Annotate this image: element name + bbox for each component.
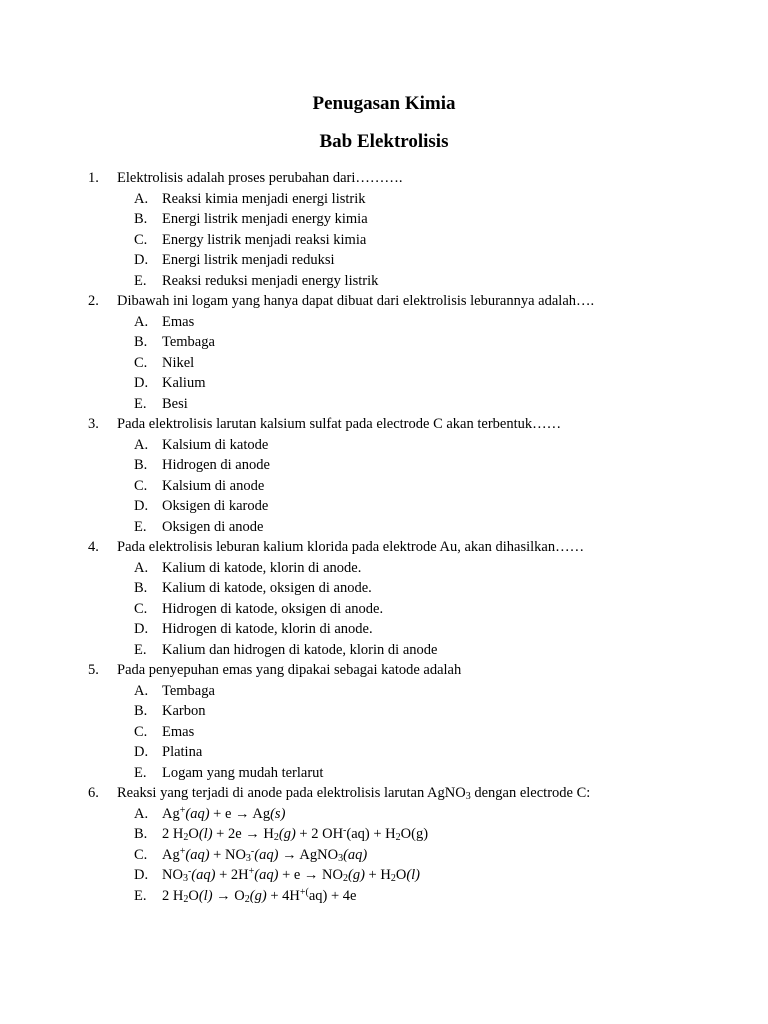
option-a: [88, 681, 728, 702]
option-text: Tembaga: [162, 682, 215, 699]
option-b: [88, 824, 728, 845]
option-letter: E.: [134, 764, 147, 781]
question-text: Pada elektrolisis larutan kalsium sulfat pada electrode C akan terbentuk……: [117, 416, 562, 432]
question-number: 5.: [88, 662, 99, 678]
option-d: [88, 250, 728, 271]
option-letter: A.: [134, 682, 149, 699]
option-list: [88, 189, 728, 292]
option-text: 2 $H_2O(l) + 2e \to H_2(g) + 2$ $OH^-(aq) + H_2O(g)$: [162, 825, 429, 843]
option-letter: B.: [134, 334, 148, 350]
option-letter: E.: [134, 641, 147, 658]
question-text: Elektrolisis adalah proses perubahan dari……….: [117, 170, 403, 186]
option-letter: C.: [134, 477, 148, 494]
option-d: [88, 742, 728, 763]
option-letter: B.: [134, 826, 148, 842]
option-text: Hidrogen di katode, klorin di anode.: [162, 621, 373, 637]
option-c: [88, 722, 728, 743]
option-letter: C.: [134, 354, 148, 371]
option-a: [88, 435, 728, 456]
question-text: Dibawah ini logam yang hanya dapat dibuat dari elektrolisis leburannya adalah….: [117, 293, 595, 309]
document-subtitle: Bab Elektrolisis: [319, 131, 449, 152]
option-list: [88, 435, 728, 538]
question-4: [88, 537, 728, 660]
question-number: 2.: [88, 293, 99, 309]
option-letter: D.: [134, 252, 149, 268]
question-1: [88, 168, 728, 291]
document-title: Penugasan Kimia: [312, 93, 456, 114]
option-letter: C.: [134, 231, 148, 248]
option-text: Logam yang mudah terlarut: [162, 764, 324, 781]
option-b: [88, 455, 728, 476]
option-letter: E.: [134, 272, 147, 289]
option-text: Nikel: [162, 354, 195, 371]
option-letter: A.: [134, 805, 149, 822]
option-letter: E.: [134, 518, 147, 535]
question-2: [88, 291, 728, 414]
option-letter: A.: [134, 313, 149, 330]
option-b: [88, 701, 728, 722]
option-d: [88, 373, 728, 394]
option-e: [88, 271, 728, 292]
question-number: 1.: [88, 170, 99, 186]
option-letter: D.: [134, 867, 149, 883]
option-list: [88, 681, 728, 784]
option-text: Kalium di katode, oksigen di anode.: [162, 580, 372, 596]
option-letter: A.: [134, 559, 149, 576]
question-number: 4.: [88, 539, 99, 555]
option-letter: D.: [134, 498, 149, 514]
option-a: [88, 189, 728, 210]
option-letter: C.: [134, 600, 148, 617]
option-text: Besi: [162, 395, 188, 412]
option-letter: D.: [134, 744, 149, 760]
question-text: Pada penyepuhan emas yang dipakai sebagai katode adalah: [117, 662, 462, 678]
question-text: Reaksi yang terjadi di anode pada elektrolisis larutan AgNO$_3$ dengan electrode C:: [117, 785, 591, 802]
option-text: Kalium: [162, 375, 206, 391]
option-text: Kalsium di katode: [162, 436, 269, 453]
option-text: $NO_3^-(aq) + 2H^+(aq) + e \to NO_2(g) + H_2O(l)$: [162, 866, 420, 884]
option-letter: B.: [134, 457, 148, 473]
option-c: [88, 230, 728, 251]
option-b: [88, 332, 728, 353]
option-list: [88, 558, 728, 661]
option-letter: B.: [134, 580, 148, 596]
option-text: 2 $H_2O(l) \to O_2(g) + 4H^{+(}aq) + 4e$: [162, 886, 357, 905]
option-text: Reaksi kimia menjadi energi listrik: [162, 190, 366, 207]
option-letter: A.: [134, 436, 149, 453]
question-5: [88, 660, 728, 783]
option-text: Emas: [162, 313, 195, 330]
option-letter: B.: [134, 703, 148, 719]
option-e: [88, 394, 728, 415]
option-e: [88, 517, 728, 538]
option-text: Tembaga: [162, 334, 215, 350]
option-letter: D.: [134, 621, 149, 637]
option-e: [88, 763, 728, 784]
option-text: Kalsium di anode: [162, 477, 265, 494]
option-text: Platina: [162, 744, 203, 760]
option-text: Emas: [162, 723, 195, 740]
option-d: [88, 496, 728, 517]
question-text: Pada elektrolisis leburan kalium klorida pada elektrode Au, akan dihasilkan……: [117, 539, 585, 555]
option-a: [88, 558, 728, 579]
option-c: [88, 353, 728, 374]
option-list: [88, 312, 728, 415]
option-letter: E.: [134, 887, 147, 904]
option-text: Energy listrik menjadi reaksi kimia: [162, 231, 367, 248]
question-number: 3.: [88, 416, 99, 432]
option-text: $Ag^+(aq) + NO_3^-(aq)$ → AgNO$_3$(aq): [162, 845, 368, 864]
option-d: [88, 865, 728, 886]
option-text: Energi listrik menjadi energy kimia: [162, 211, 368, 227]
option-letter: A.: [134, 190, 149, 207]
option-letter: D.: [134, 375, 149, 391]
option-text: Reaksi reduksi menjadi energy listrik: [162, 272, 379, 289]
option-text: Karbon: [162, 703, 206, 719]
option-b: [88, 209, 728, 230]
option-a: [88, 804, 728, 825]
option-letter: B.: [134, 211, 148, 227]
option-letter: C.: [134, 846, 148, 863]
option-text: Hidrogen di anode: [162, 457, 270, 473]
question-list: [88, 168, 728, 906]
question-number: 6.: [88, 785, 99, 801]
option-letter: E.: [134, 395, 147, 412]
option-text: Hidrogen di katode, oksigen di anode.: [162, 600, 384, 617]
option-text: Kalium di katode, klorin di anode.: [162, 559, 362, 576]
option-text: Oksigen di anode: [162, 518, 264, 535]
option-letter: C.: [134, 723, 148, 740]
option-text: Kalium dan hidrogen di katode, klorin di anode: [162, 641, 438, 658]
question-6: [88, 783, 728, 906]
option-list: [88, 804, 728, 907]
option-text: Energi listrik menjadi reduksi: [162, 252, 335, 268]
question-3: [88, 414, 728, 537]
option-text: Ag+(aq) + e → Ag(s): [162, 804, 286, 822]
option-e: [88, 886, 728, 907]
option-c: [88, 599, 728, 620]
option-text: Oksigen di karode: [162, 498, 269, 514]
option-d: [88, 619, 728, 640]
option-e: [88, 640, 728, 661]
option-c: [88, 476, 728, 497]
option-a: [88, 312, 728, 333]
option-b: [88, 578, 728, 599]
option-c: [88, 845, 728, 866]
